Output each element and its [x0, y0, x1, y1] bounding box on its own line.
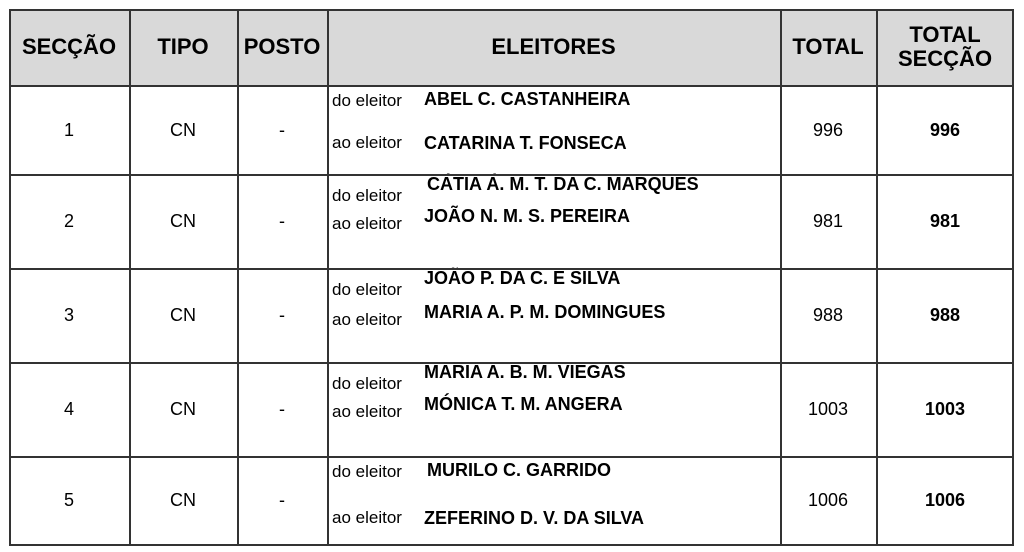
- header-total-seccao: [876, 9, 1014, 85]
- eleitor-from-line: [332, 268, 621, 300]
- cell-total: 981: [812, 211, 844, 231]
- header-eleitores: ELEITORES: [491, 34, 616, 59]
- eleitor-from-label: do eleitor: [332, 374, 402, 393]
- col-divider: [237, 9, 239, 546]
- eleitor-from-name: MURILO C. GARRIDO: [427, 460, 611, 480]
- eleitor-from-name: ABEL C. CASTANHEIRA: [424, 89, 631, 109]
- header-total-seccao-line1: TOTAL: [909, 22, 981, 47]
- cell-seccao: 4: [63, 399, 74, 419]
- eleitor-to-line: [332, 206, 631, 234]
- col-divider: [876, 9, 878, 546]
- cell-tipo: CN: [170, 490, 196, 510]
- eleitor-to-name: ZEFERINO D. V. DA SILVA: [424, 508, 645, 528]
- row-divider: [9, 362, 1014, 364]
- eleitor-to-label: ao eleitor: [332, 214, 402, 233]
- cell-seccao: 5: [63, 490, 74, 510]
- eleitor-to-label: ao eleitor: [332, 133, 402, 152]
- eleitor-to-line: [332, 302, 666, 330]
- header-seccao: SECÇÃO: [21, 34, 117, 59]
- border-right: [1012, 9, 1014, 546]
- cell-seccao: 3: [63, 305, 74, 325]
- col-divider: [780, 9, 782, 546]
- cell-tipo: CN: [170, 399, 196, 419]
- eleitor-from-label: do eleitor: [332, 462, 402, 481]
- cell-total: 1003: [807, 399, 849, 419]
- eleitor-to-name: CATARINA T. FONSECA: [424, 133, 627, 153]
- eleitor-to-label: ao eleitor: [332, 310, 402, 329]
- header-posto: POSTO: [243, 34, 321, 59]
- eleitor-to-line: [332, 133, 627, 153]
- header-total-seccao-line2: SECÇÃO: [897, 46, 993, 71]
- cell-total: 988: [812, 305, 844, 325]
- cell-total-seccao: 981: [929, 211, 961, 231]
- eleitor-from-label: do eleitor: [332, 91, 402, 110]
- eleitor-from-line: [332, 460, 611, 482]
- eleitor-to-label: ao eleitor: [332, 508, 402, 527]
- eleitor-from-name: MARIA A. B. M. VIEGAS: [424, 362, 626, 382]
- eleitor-to-name: MÓNICA T. M. ANGERA: [424, 394, 623, 414]
- eleitor-to-line: [332, 394, 623, 422]
- eleitor-from-line: [332, 89, 631, 111]
- eleitor-from-name: CÁTIA Á. M. T. DA C. MARQUES: [427, 174, 699, 194]
- cell-total-seccao: 1006: [924, 490, 966, 510]
- eleitor-from-line: [332, 174, 699, 206]
- eleitor-to-name: MARIA A. P. M. DOMINGUES: [424, 302, 666, 322]
- row-divider: [9, 456, 1014, 458]
- col-divider: [327, 9, 329, 546]
- eleitor-to-line: [332, 508, 645, 528]
- cell-seccao: 1: [63, 119, 74, 140]
- eleitor-from-label: do eleitor: [332, 186, 402, 205]
- eleitor-to-label: ao eleitor: [332, 402, 402, 421]
- cell-posto: -: [279, 211, 285, 231]
- eleitor-from-line: [332, 362, 626, 394]
- border-left: [9, 9, 11, 546]
- header-total: TOTAL: [792, 34, 864, 59]
- row-divider: [9, 174, 1014, 176]
- electoral-sections-table: [9, 9, 1014, 546]
- cell-posto: -: [279, 490, 285, 510]
- border-bottom: [9, 544, 1014, 546]
- header-tipo: TIPO: [157, 34, 209, 59]
- col-divider: [129, 9, 131, 546]
- cell-total-seccao: 996: [929, 119, 961, 140]
- cell-posto: -: [279, 119, 285, 140]
- cell-total: 996: [812, 119, 844, 140]
- cell-tipo: CN: [170, 211, 196, 231]
- row-divider: [9, 268, 1014, 270]
- eleitor-to-name: JOÃO N. M. S. PEREIRA: [424, 206, 631, 226]
- cell-total-seccao: 988: [929, 305, 961, 325]
- cell-posto: -: [279, 305, 285, 325]
- cell-total: 1006: [807, 490, 849, 510]
- cell-posto: -: [279, 399, 285, 419]
- eleitor-from-label: do eleitor: [332, 280, 402, 299]
- border-top: [9, 9, 1014, 11]
- cell-tipo: CN: [170, 305, 196, 325]
- border-header-bottom: [9, 85, 1014, 87]
- cell-total-seccao: 1003: [924, 399, 966, 419]
- cell-seccao: 2: [63, 211, 74, 231]
- cell-tipo: CN: [170, 119, 196, 140]
- eleitor-from-name: JOÃO P. DA C. E SILVA: [424, 268, 621, 288]
